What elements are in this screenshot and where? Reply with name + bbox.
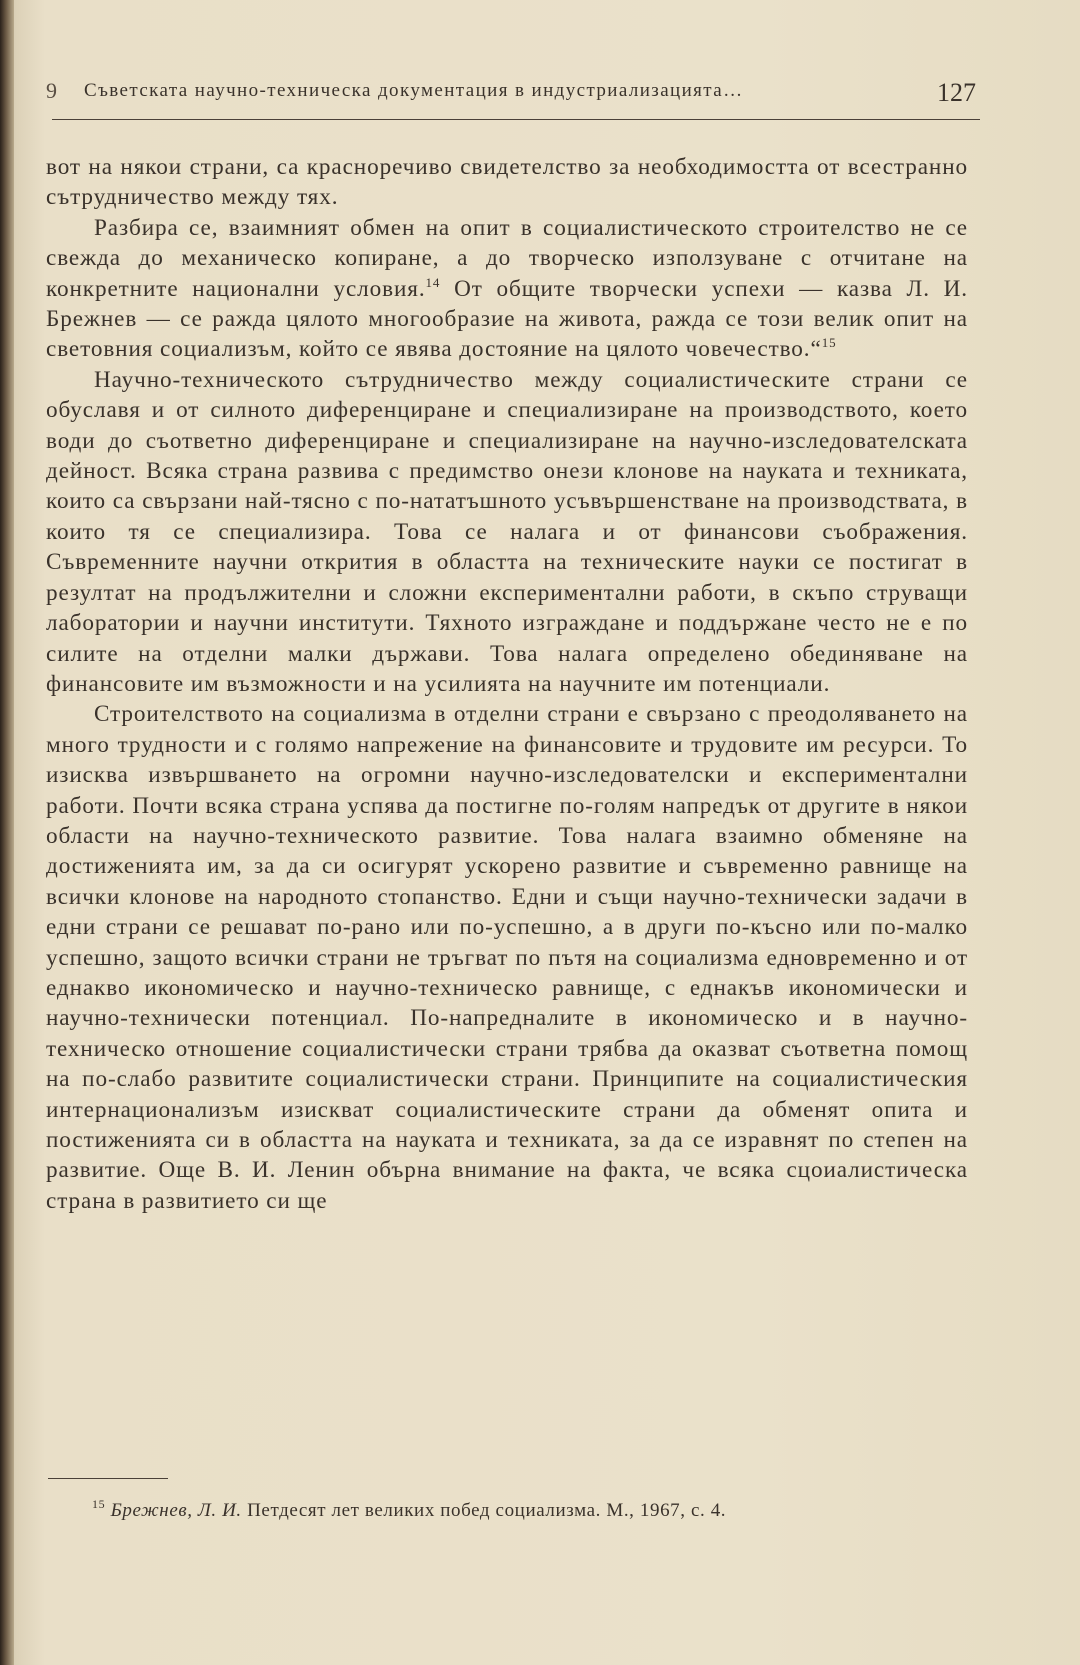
paragraph-3 bbox=[46, 365, 968, 699]
running-head bbox=[46, 78, 976, 114]
running-head-mark: 9 bbox=[46, 78, 57, 103]
body-text bbox=[46, 152, 968, 1216]
footnote-ref-14: 14 bbox=[425, 274, 441, 290]
paragraph-4 bbox=[46, 699, 968, 1216]
paragraph-2-text: Разбира се, взаимният обмен на опит в социалистическото строителство не се свежда до механическо копиране, а до творческо използуване с отчитане на конкретните национални условия. bbox=[46, 214, 968, 302]
paragraph-2-quote: От общите творчески успехи — казва Л. И. Брежнев — се ражда цялото многообразие на живота, ражда се този велик опит на световния социализъм, който се явява достояние на цялото човечество.“ bbox=[46, 275, 968, 363]
header-rule bbox=[52, 119, 980, 120]
footnote-author: Брежнев, Л. И. bbox=[110, 1500, 242, 1521]
paragraph-3-text: Научно-техническото сътрудничество между социалистическите страни се обуславя и от силното диференциране и специализиране на производството, което води до съответно диференциране и специализиране на научно-изследователската дейност. Всяка страна развива с предимство онези клонове на науката и техниката, които са свързани най-тясно с по-нататъшното усъвършенстване на производствата, в които тя се специализира. Това се налага и от финансови съображения. Съвременните научни открития в областта на техническите науки се постигат в резултат на продължителни и сложни експериментални работи, в скъпо струващи лаборатории и научни институти. Тяхното изграждане и поддържане често не е по силите на отделни малки държави. Това налага определено обединяване на финансовите им възможности и на усилията на научните им потенциали. bbox=[46, 366, 968, 697]
paragraph-2 bbox=[46, 213, 968, 365]
running-head-title: Съветската научно-техническа документация в индустриализацията… bbox=[84, 80, 744, 101]
paragraph-4-text: Строителството на социализма в отделни страни е свързано с преодоляването на много трудности и с голямо напрежение на финансовите и трудовите им ресурси. То изисква извършването на огромни научно-изследователски и експериментални работи. Почти всяка страна успява да постигне по-голям напредък от другите в някои области на научно-техническото развитие. Това налага взаимно обменяне на достиженията им, за да си осигурят ускорено развитие и съвременно равнище на всички клонове на народното стопанство. Едни и същи научно-технически задачи в едни страни се решават по-рано или по-успешно, а в други по-късно или по-малко успешно, защото всички страни не тръгват по пътя на социализма едновременно и от еднакво икономическо и научно-техническо равнище, с еднакъв икономически и научно-технически потенциал. По-напредналите в икономическо и в научно-техническо отношение социалистически страни трябва да оказват съответна помощ на по-слабо развитите социалистически страни. Принципите на социалистическия интернационализъм изискват социалистическите страни да обменят опита и постиженията си в областта на науката и техниката, за да се изравнят по степен на развитие. Още В. И. Ленин обърна внимание на факта, че всяка сцоиалистическа страна в развитието си ще bbox=[46, 701, 968, 1214]
footnote-text: Петдесят лет великих побед социализма. М., 1967, с. 4. bbox=[241, 1500, 727, 1521]
paragraph-1-text: вот на някои страни, са красноречиво свидетелство за необходимостта от всестранно сътрудничество между тях. bbox=[46, 154, 968, 211]
footnote-rule bbox=[48, 1478, 168, 1479]
footnote bbox=[92, 1497, 982, 1522]
footnote-number: 15 bbox=[92, 1497, 106, 1511]
paragraph-1 bbox=[46, 152, 968, 213]
book-spine-shadow bbox=[0, 0, 14, 1665]
page-number: 127 bbox=[937, 78, 976, 107]
footnote-ref-15: 15 bbox=[821, 335, 837, 351]
